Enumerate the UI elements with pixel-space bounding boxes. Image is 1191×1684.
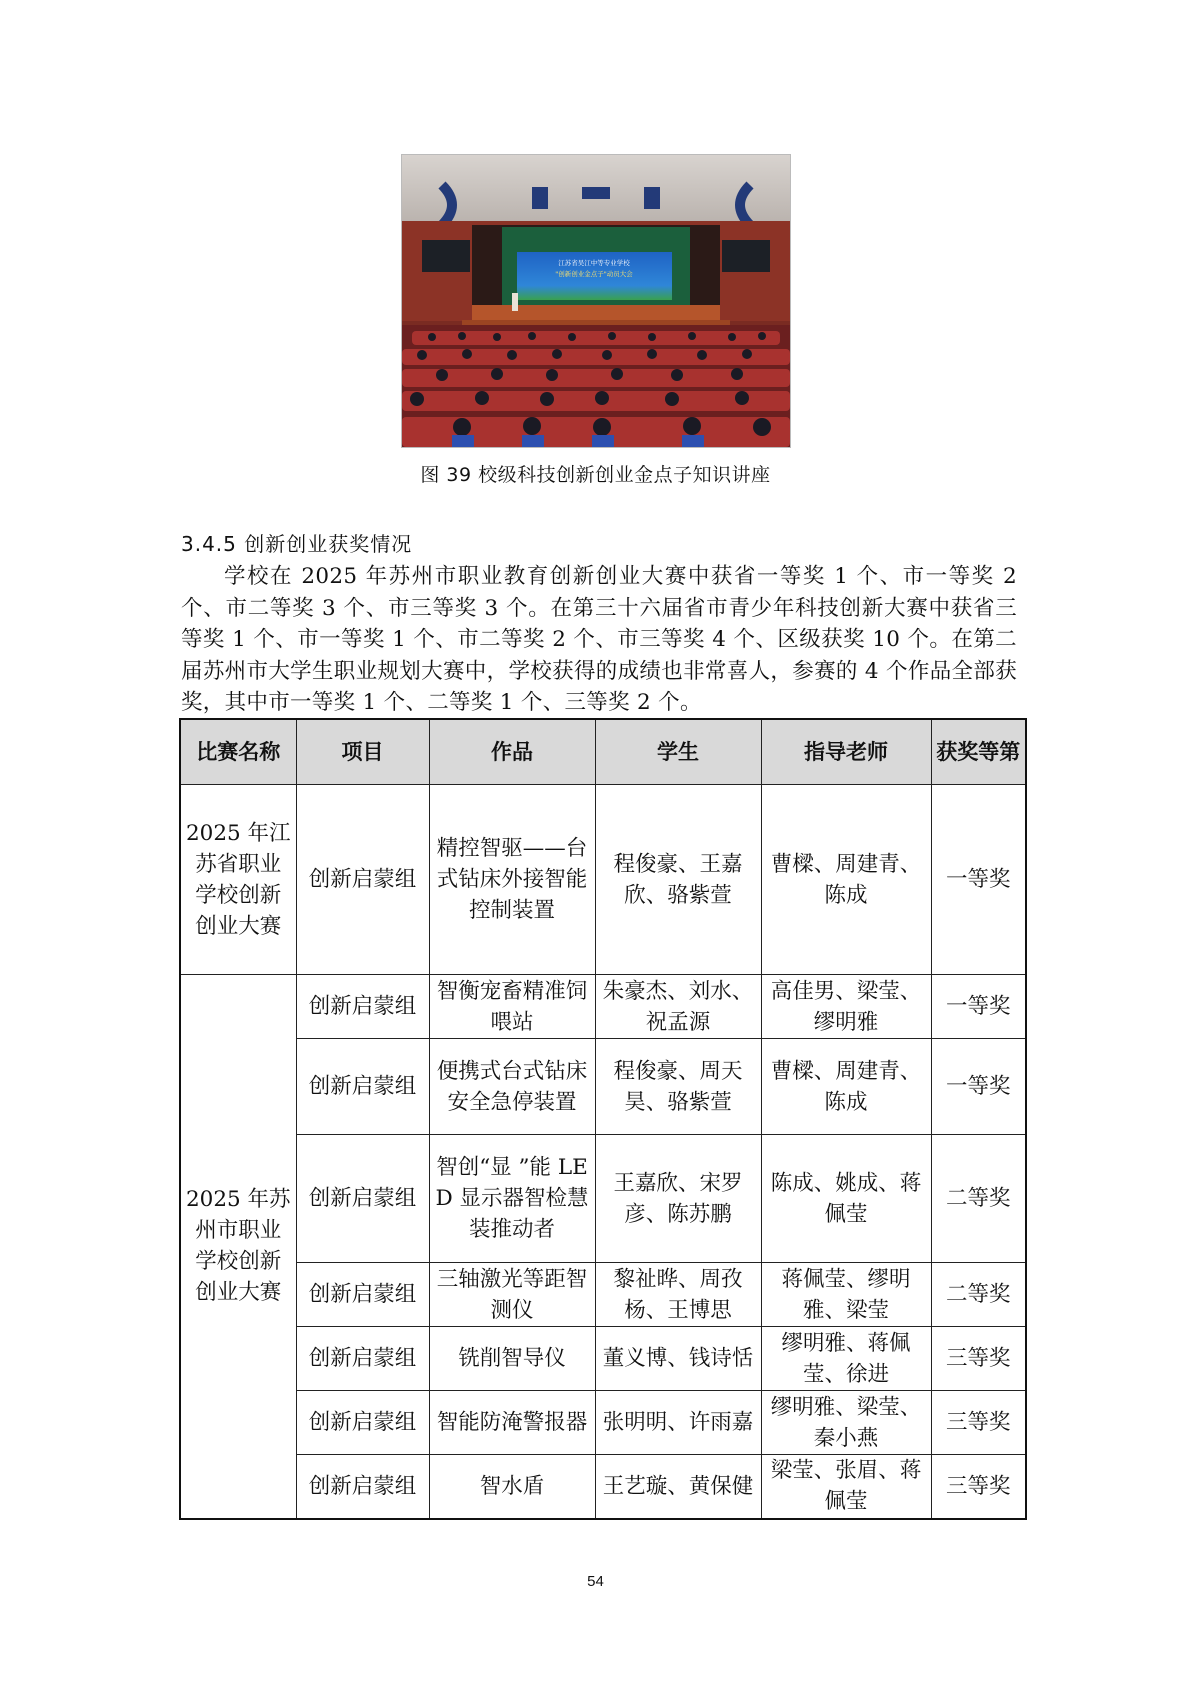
table-row xyxy=(180,1263,1026,1327)
header-award: 获奖等第 xyxy=(931,719,1026,785)
awards-table xyxy=(179,718,1027,1520)
teachers-cell: 曹樑、周建青、陈成 xyxy=(761,785,931,975)
award-cell: 一等奖 xyxy=(931,975,1026,1039)
screen-text-line1: 江苏省吴江中等专业学校 xyxy=(558,259,630,267)
students-cell: 朱豪杰、刘水、祝孟源 xyxy=(595,975,761,1039)
teachers-cell: 缪明雅、蒋佩莹、徐进 xyxy=(761,1327,931,1391)
header-work: 作品 xyxy=(429,719,595,785)
teachers-cell: 蒋佩莹、缪明雅、梁莹 xyxy=(761,1263,931,1327)
lecture-hall-illustration xyxy=(402,155,790,447)
table-row xyxy=(180,785,1026,975)
award-cell: 三等奖 xyxy=(931,1391,1026,1455)
competition-cell: 2025 年苏州市职业学校创新创业大赛 xyxy=(180,975,296,1519)
award-cell: 二等奖 xyxy=(931,1135,1026,1263)
table-row xyxy=(180,1327,1026,1391)
header-students: 学生 xyxy=(595,719,761,785)
work-cell: 智水盾 xyxy=(429,1455,595,1519)
work-cell: 三轴激光等距智测仪 xyxy=(429,1263,595,1327)
page-number: 54 xyxy=(587,1573,604,1590)
project-cell: 创新启蒙组 xyxy=(296,1135,429,1263)
students-cell: 董义博、钱诗恬 xyxy=(595,1327,761,1391)
section-paragraph: 学校在 2025 年苏州市职业教育创新创业大赛中获省一等奖 1 个、市一等奖 2 个、市二等奖 3 个、市三等奖 3 个。在第三十六届省市青少年科技创新大赛中获省三等奖 1 个、市一等奖 1 个、市二等奖 2 个、市三等奖 4 个、区级获奖 10 个。在第二届苏州市大学生职业规划大赛中，学校获得的成绩也非常喜人，参赛的 4 个作品全部获奖，其中市一等奖 1 个、二等奖 1 个、三等奖 2 个。 xyxy=(181,564,1017,715)
header-competition: 比赛名称 xyxy=(180,719,296,785)
teachers-cell: 梁莹、张眉、蒋佩莹 xyxy=(761,1455,931,1519)
work-cell: 精控智驱——台式钻床外接智能控制装置 xyxy=(429,785,595,975)
competition-cell: 2025 年江苏省职业学校创新创业大赛 xyxy=(180,785,296,975)
teachers-cell: 缪明雅、梁莹、秦小燕 xyxy=(761,1391,931,1455)
students-cell: 王嘉欣、宋罗彦、陈苏鹏 xyxy=(595,1135,761,1263)
lecture-hall-photo xyxy=(401,154,791,448)
header-teachers: 指导老师 xyxy=(761,719,931,785)
award-cell: 一等奖 xyxy=(931,1039,1026,1135)
table-row xyxy=(180,1135,1026,1263)
project-cell: 创新启蒙组 xyxy=(296,785,429,975)
table-row xyxy=(180,1455,1026,1519)
students-cell: 王艺璇、黄保健 xyxy=(595,1455,761,1519)
work-cell: 便携式台式钻床安全急停装置 xyxy=(429,1039,595,1135)
section-heading: 3.4.5 创新创业获奖情况 xyxy=(181,532,413,556)
work-cell: 智衡宠畜精准饲喂站 xyxy=(429,975,595,1039)
project-cell: 创新启蒙组 xyxy=(296,1391,429,1455)
screen-text-line2: "创新创业金点子"动员大会 xyxy=(555,270,633,278)
table-row xyxy=(180,1039,1026,1135)
table-row xyxy=(180,1391,1026,1455)
table-row xyxy=(180,975,1026,1039)
students-cell: 程俊豪、王嘉欣、骆紫萱 xyxy=(595,785,761,975)
table-header-row xyxy=(180,719,1026,785)
teachers-cell: 陈成、姚成、蒋佩莹 xyxy=(761,1135,931,1263)
work-cell: 铣削智导仪 xyxy=(429,1327,595,1391)
work-cell: 智创“显 ”能 LED 显示器智检慧装推动者 xyxy=(429,1135,595,1263)
students-cell: 黎祉晔、周孜杨、王博思 xyxy=(595,1263,761,1327)
award-cell: 二等奖 xyxy=(931,1263,1026,1327)
figure-caption: 图 39 校级科技创新创业金点子知识讲座 xyxy=(420,464,771,486)
award-cell: 一等奖 xyxy=(931,785,1026,975)
teachers-cell: 曹樑、周建青、陈成 xyxy=(761,1039,931,1135)
project-cell: 创新启蒙组 xyxy=(296,1455,429,1519)
award-cell: 三等奖 xyxy=(931,1455,1026,1519)
award-cell: 三等奖 xyxy=(931,1327,1026,1391)
project-cell: 创新启蒙组 xyxy=(296,1327,429,1391)
students-cell: 程俊豪、周天昊、骆紫萱 xyxy=(595,1039,761,1135)
project-cell: 创新启蒙组 xyxy=(296,1263,429,1327)
header-project: 项目 xyxy=(296,719,429,785)
project-cell: 创新启蒙组 xyxy=(296,1039,429,1135)
students-cell: 张明明、许雨嘉 xyxy=(595,1391,761,1455)
project-cell: 创新启蒙组 xyxy=(296,975,429,1039)
teachers-cell: 高佳男、梁莹、缪明雅 xyxy=(761,975,931,1039)
work-cell: 智能防淹警报器 xyxy=(429,1391,595,1455)
